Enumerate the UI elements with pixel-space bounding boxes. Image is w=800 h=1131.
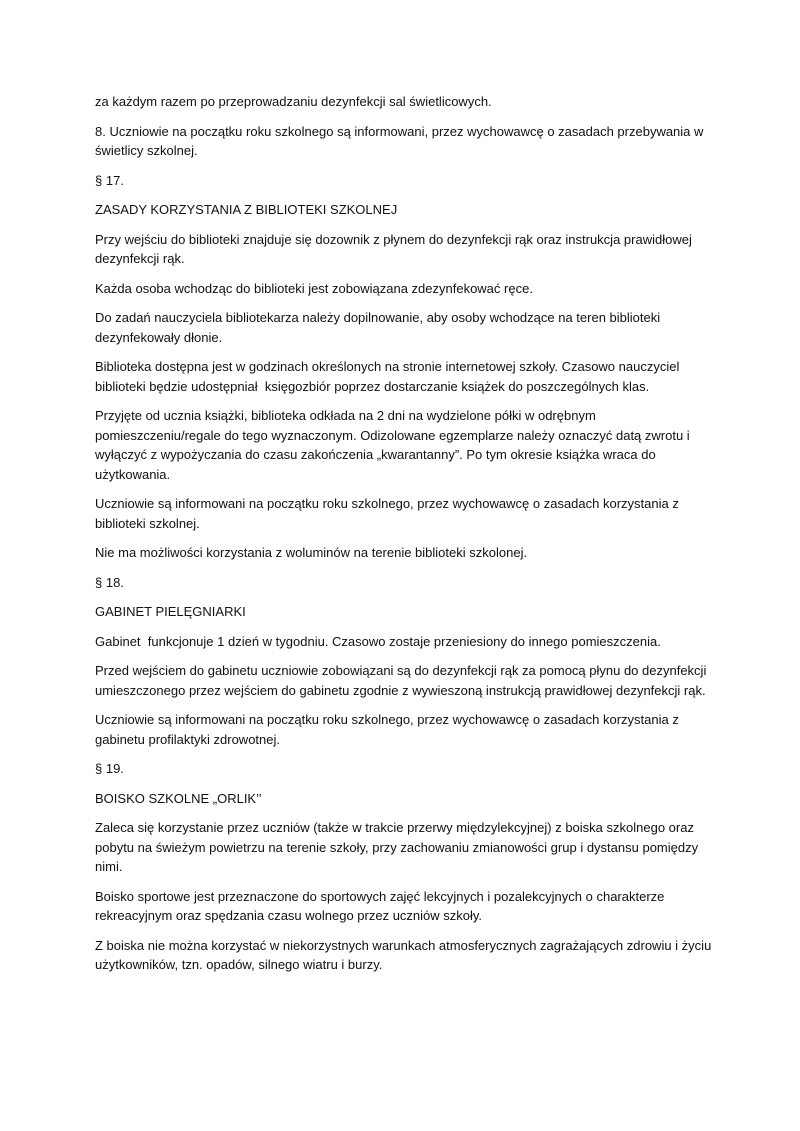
paragraph: Biblioteka dostępna jest w godzinach określonych na stronie internetowej szkoły. Czasowo nauczyciel biblioteki będzie udostępniał księgozbiór poprzez dostarczanie książek do poszczególnych klas.: [95, 359, 683, 394]
paragraph: Zaleca się korzystanie przez uczniów (także w trakcie przerwy międzylekcyjnej) z boiska szkolnego oraz pobytu na świeżym powietrzu na terenie szkoły, przy zachowaniu zmianowości grup i dystansu pomiędzy nimi.: [95, 820, 702, 874]
document-body: [95, 92, 715, 985]
section-number-17: § 17.: [95, 172, 124, 188]
paragraph: Przyjęte od ucznia książki, biblioteka odkłada na 2 dni na wydzielone półki w odrębnym pomieszczeniu/regale do tego wyznaczonym. Odizolowane egzemplarze należy oznaczyć datą zwrotu i wyłączyć z wypożyczania do czasu zakończenia „kwarantanny”. Po tym okresie książka wraca do użytkowania.: [95, 408, 694, 482]
paragraph: Boisko sportowe jest przeznaczone do sportowych zajęć lekcyjnych i pozalekcyjnych o charakterze rekreacyjnym oraz spędzania czasu wolnego przez uczniów szkoły.: [95, 888, 669, 923]
paragraph: Uczniowie są informowani na początku roku szkolnego, przez wychowawcę o zasadach korzystania z biblioteki szkolnej.: [95, 496, 683, 531]
section-number-19: § 19.: [95, 761, 124, 776]
paragraph: Przed wejściem do gabinetu uczniowie zobowiązani są do dezynfekcji rąk za pomocą płynu do dezynfekcji umieszczonego przez wejściem do gabinetu zgodnie z wywieszoną instrukcją prawidłowej dezynfekcji rąk.: [95, 663, 710, 698]
paragraph: Do zadań nauczyciela bibliotekarza należy dopilnowanie, aby osoby wchodzące na teren biblioteki dezynfekowały dłonie.: [95, 310, 664, 345]
paragraph: Przy wejściu do biblioteki znajduje się dozownik z płynem do dezynfekcji rąk oraz instrukcja prawidłowej dezynfekcji rąk.: [95, 231, 696, 266]
section-number-18: § 18.: [95, 574, 124, 590]
paragraph: Gabinet funkcjonuje 1 dzień w tygodniu. Czasowo zostaje przeniesiony do innego pomieszczenia.: [95, 633, 661, 649]
section-heading-school-field: BOISKO SZKOLNE „ORLIK’’: [95, 790, 262, 806]
paragraph: Każda osoba wchodząc do biblioteki jest zobowiązana zdezynfekować ręce.: [95, 280, 533, 296]
paragraph-continuation: za każdym razem po przeprowadzaniu dezynfekcji sal świetlicowych.: [95, 94, 492, 109]
section-heading-nurse-office: GABINET PIELĘGNIARKI: [95, 604, 246, 619]
section-heading-library: ZASADY KORZYSTANIA Z BIBLIOTEKI SZKOLNEJ: [95, 202, 398, 217]
paragraph: Z boiska nie można korzystać w niekorzystnych warunkach atmosferycznych zagrażających zdrowiu i życiu użytkowników, tzn. opadów, silnego wiatru i burzy.: [95, 937, 715, 972]
paragraph: Uczniowie są informowani na początku roku szkolnego, przez wychowawcę o zasadach korzystania z gabinetu profilaktyki zdrowotnej.: [95, 712, 683, 747]
paragraph: Nie ma możliwości korzystania z woluminów na terenie biblioteki szkolonej.: [95, 545, 528, 560]
paragraph-item-8: 8. Uczniowie na początku roku szkolnego są informowani, przez wychowawcę o zasadach przebywania w świetlicy szkolnej.: [95, 123, 708, 158]
